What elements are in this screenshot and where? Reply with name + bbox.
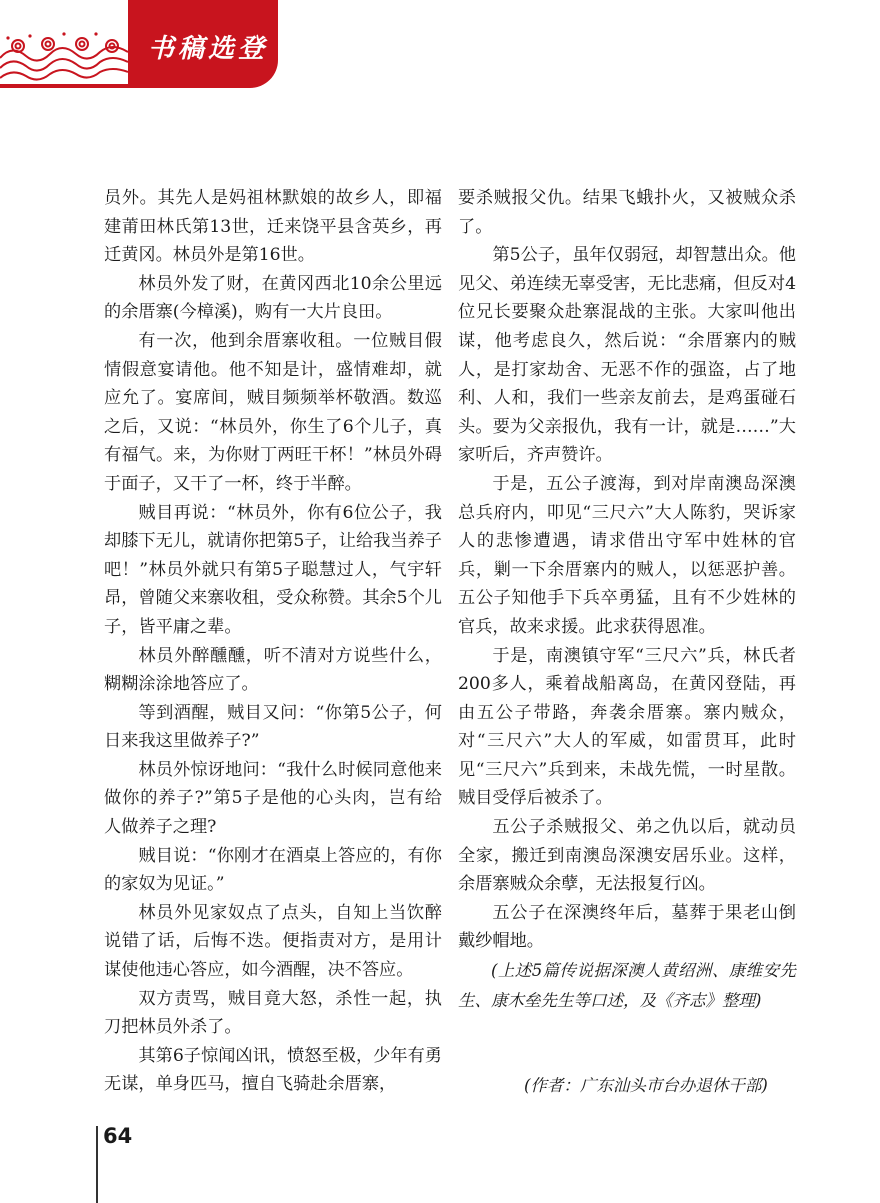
paragraph: 员外。其先人是妈祖林默娘的故乡人，即福建莆田林氏第13世，迁来饶平县含英乡，再迁黄冈。林员外是第16世。: [104, 188, 442, 266]
paragraph: 林员外惊讶地问：“我什么时候同意他来做你的养子?”第5子是他的心头肉，岂有给人做养子之理?: [104, 759, 442, 838]
source-note: (上述5篇传说据深澳人黄绍洲、康维安先生、康木垒先生等口述，及《齐志》整理): [458, 961, 796, 1011]
paragraph: 其第6子惊闻凶讯，愤怒至极，少年有勇无谋，单身匹马，擅自飞骑赴余厝寨，: [104, 1045, 442, 1095]
header-banner: [0, 0, 275, 88]
page-number-rule: [96, 1126, 98, 1203]
paragraph: 贼目说：“你刚才在酒桌上答应的，有你的家奴为见证。”: [104, 845, 442, 895]
paragraph: 贼目再说：“林员外，你有6位公子，我却膝下无儿，就请你把第5子，让给我当养子吧！”林员外就只有第5子聪慧过人，气宇轩昂，曾随父来寨收租，受众称赞。其余5个儿子，皆平庸之辈。: [104, 502, 442, 637]
paragraph: 双方责骂，贼目竟大怒，杀性一起，执刀把林员外杀了。: [104, 988, 442, 1038]
paragraph: 要杀贼报父仇。结果飞蛾扑火，又被贼众杀了。: [458, 188, 796, 237]
paragraph: 林员外发了财，在黄冈西北10余公里远的余厝寨(今樟溪)，购有一大片良田。: [104, 273, 442, 323]
paragraph: 于是，南澳镇守军“三尺六”兵，林氏者200多人，乘着战船离岛，在黄冈登陆，再由五公子带路，奔袭余厝寨。寨内贼众，对“三尺六”大人的军威，如雷贯耳，此时见“三尺六”兵到来，未战先慌，一时星散。贼目受俘后被杀了。: [458, 645, 796, 809]
wave-decoration-icon: [0, 0, 140, 88]
paragraph: 五公子在深澳终年后，墓葬于果老山倒戴纱帽地。: [458, 902, 796, 952]
paragraph: 林员外醉醺醺，听不清对方说些什么，糊糊涂涂地答应了。: [104, 645, 442, 695]
article-left-column: [104, 184, 442, 1099]
paragraph: 第5公子，虽年仅弱冠，却智慧出众。他见父、弟连续无辜受害，无比悲痛，但反对4位兄长要聚众赴寨混战的主张。大家叫他出谋，他考虑良久，然后说：“余厝寨内的贼人，是打家劫舍、无恶不作的强盗，占了地利、人和，我们一些亲友前去，是鸡蛋碰石头。要为父亲报仇，我有一计，就是……”大家听后，齐声赞许。: [458, 245, 796, 466]
paragraph: 等到酒醒，贼目又问：“你第5公子，何日来我这里做养子?”: [104, 702, 442, 752]
section-title: 书稿选登: [148, 34, 269, 64]
article-right-column: [458, 184, 796, 1016]
paragraph: 有一次，他到余厝寨收租。一位贼目假情假意宴请他。他不知是计，盛情难却，就应允了。宴席间，贼目频频举杯敬酒。数巡之后，又说：“林员外，你生了6个儿子，真有福气。来，为你财丁两旺干杯！”林员外碍于面子，又干了一杯，终于半醉。: [104, 330, 442, 494]
author-credit: (作者：广东汕头市台办退休干部): [524, 1076, 768, 1095]
page-number: 64: [103, 1124, 133, 1148]
paragraph: 五公子杀贼报父、弟之仇以后，就动员全家，搬迁到南澳岛深澳安居乐业。这样，余厝寨贼众余孽，无法报复行凶。: [458, 817, 796, 895]
paragraph: 于是，五公子渡海，到对岸南澳岛深澳总兵府内，叩见“三尺六”大人陈豹，哭诉家人的悲惨遭遇，请求借出守军中姓林的官兵，剿一下余厝寨内的贼人，以惩恶护善。五公子知他手下兵卒勇猛，且有不少姓林的官兵，故来求援。此求获得恩准。: [458, 473, 796, 637]
paragraph: 林员外见家奴点了点头，自知上当饮醉说错了话，后悔不迭。便指责对方，是用计谋使他违心答应，如今酒醒，决不答应。: [104, 902, 442, 981]
